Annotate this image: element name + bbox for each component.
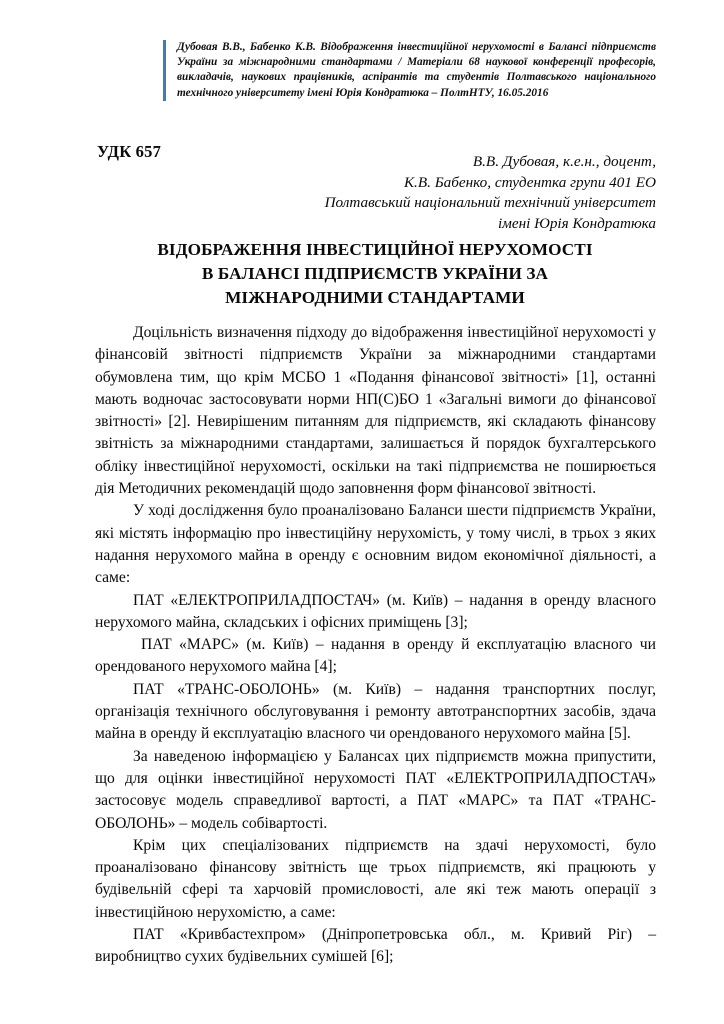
body-paragraph-2: У ході дослідження було проаналізовано Баланси шести підприємств України, які містять інформацію про інвестиційну нерухомість, у тому числі, в трьох з яких надання нерухомого майна в оренду є основним видом економічної діяльності, а саме: — [95, 502, 656, 587]
enterprise-item-mars: ПАТ «МАРС» (м. Київ) – надання в оренду й експлуатацію власного чи орендованого нерухомого майна [4]; — [95, 636, 656, 676]
enterprise-item-trans-obolon: ПАТ «ТРАНС-ОБОЛОНЬ» (м. Київ) – надання транспортних послуг, організація технічного обслуговування і ремонту автотранспортних засобів, здача майна в оренду й експлуатацію власного чи орендованого нерухомого майна [5]. — [95, 680, 656, 743]
title-line-1: ВІДОБРАЖЕННЯ ІНВЕСТИЦІЙНОЇ НЕРУХОМОСТІ — [157, 240, 593, 259]
body-paragraph-1: Доцільність визначення підходу до відображення інвестиційної нерухомості у фінансовій звітності підприємств України за міжнародними стандартами обумовлена тим, що крім МСБО 1 «Подання фінансової звітності» [1], останні мають водночас застосовувати норми НП(С)БО 1 «Загальні вимоги до фінансової звітності» [2]. Невирішеним питанням для підприємств, які складають фінансову звітність за міжнародними стандартами, залишається й порядок бухгалтерського обліку інвестиційної нерухомості, оскільки на такі підприємства не поширюється дія Методичних рекомендацій щодо заповнення форм фінансової звітності. — [95, 324, 656, 498]
citation-header-block — [163, 40, 656, 101]
author-block — [236, 152, 656, 234]
affiliation-line-2: імені Юрія Кондратюка — [497, 214, 656, 232]
enterprise-item-kryvbastekhprom: ПАТ «Кривбастехпром» (Дніпропетровська обл., м. Кривий Ріг) – виробництво сухих будівельних сумішей [6]; — [95, 926, 656, 966]
author-line-1: В.В. Дубовая, к.е.н., доцент, — [472, 153, 656, 170]
title-line-2: В БАЛАНСІ ПІДПРИЄМСТВ УКРАЇНИ ЗА — [201, 264, 549, 283]
article-body — [95, 322, 656, 969]
citation-text: Дубовая В.В., Бабенко К.В. Відображення інвестиційної нерухомості в Балансі підприємств України за міжнародними стандартами / Матеріали 68 наукової конференції професорів, викладачів, наукових працівників, аспірантів та студентів Полтавського національного технічного університету імені Юрія Кондратюка – ПолтНТУ, 16.05.2016 — [177, 41, 656, 99]
body-paragraph-valuation-models: За наведеною інформацією у Балансах цих підприємств можна припустити, що для оцінки інвестиційної нерухомості ПАТ «ЕЛЕКТРОПРИЛАДПОСТАЧ» застосовує модель справедливої вартості, а ПАТ «МАРС» та ПАТ «ТРАНС-ОБОЛОНЬ» – модель собівартості. — [95, 747, 656, 832]
affiliation-line-1: Полтавський національний технічний університет — [324, 194, 656, 211]
title-line-3: МІЖНАРОДНИМИ СТАНДАРТАМИ — [225, 288, 525, 307]
author-line-2: К.В. Бабенко, студентка групи 401 ЕО — [403, 173, 656, 191]
body-paragraph-additional-enterprises: Крім цих спеціалізованих підприємств на здачі нерухомості, було проаналізовано фінансову звітність ще трьох підприємств, які працюють у будівельній сфері та харчовій промисловості, але які теж мають операції з інвестиційною нерухомістю, а саме: — [95, 836, 656, 921]
page-title — [95, 238, 655, 310]
udc-code: УДК 657 — [97, 142, 162, 161]
enterprise-item-elektroprыladpostach: ПАТ «ЕЛЕКТРОПРИЛАДПОСТАЧ» (м. Київ) – надання в оренду власного нерухомого майна, складських і офісних приміщень [3]; — [95, 591, 656, 631]
